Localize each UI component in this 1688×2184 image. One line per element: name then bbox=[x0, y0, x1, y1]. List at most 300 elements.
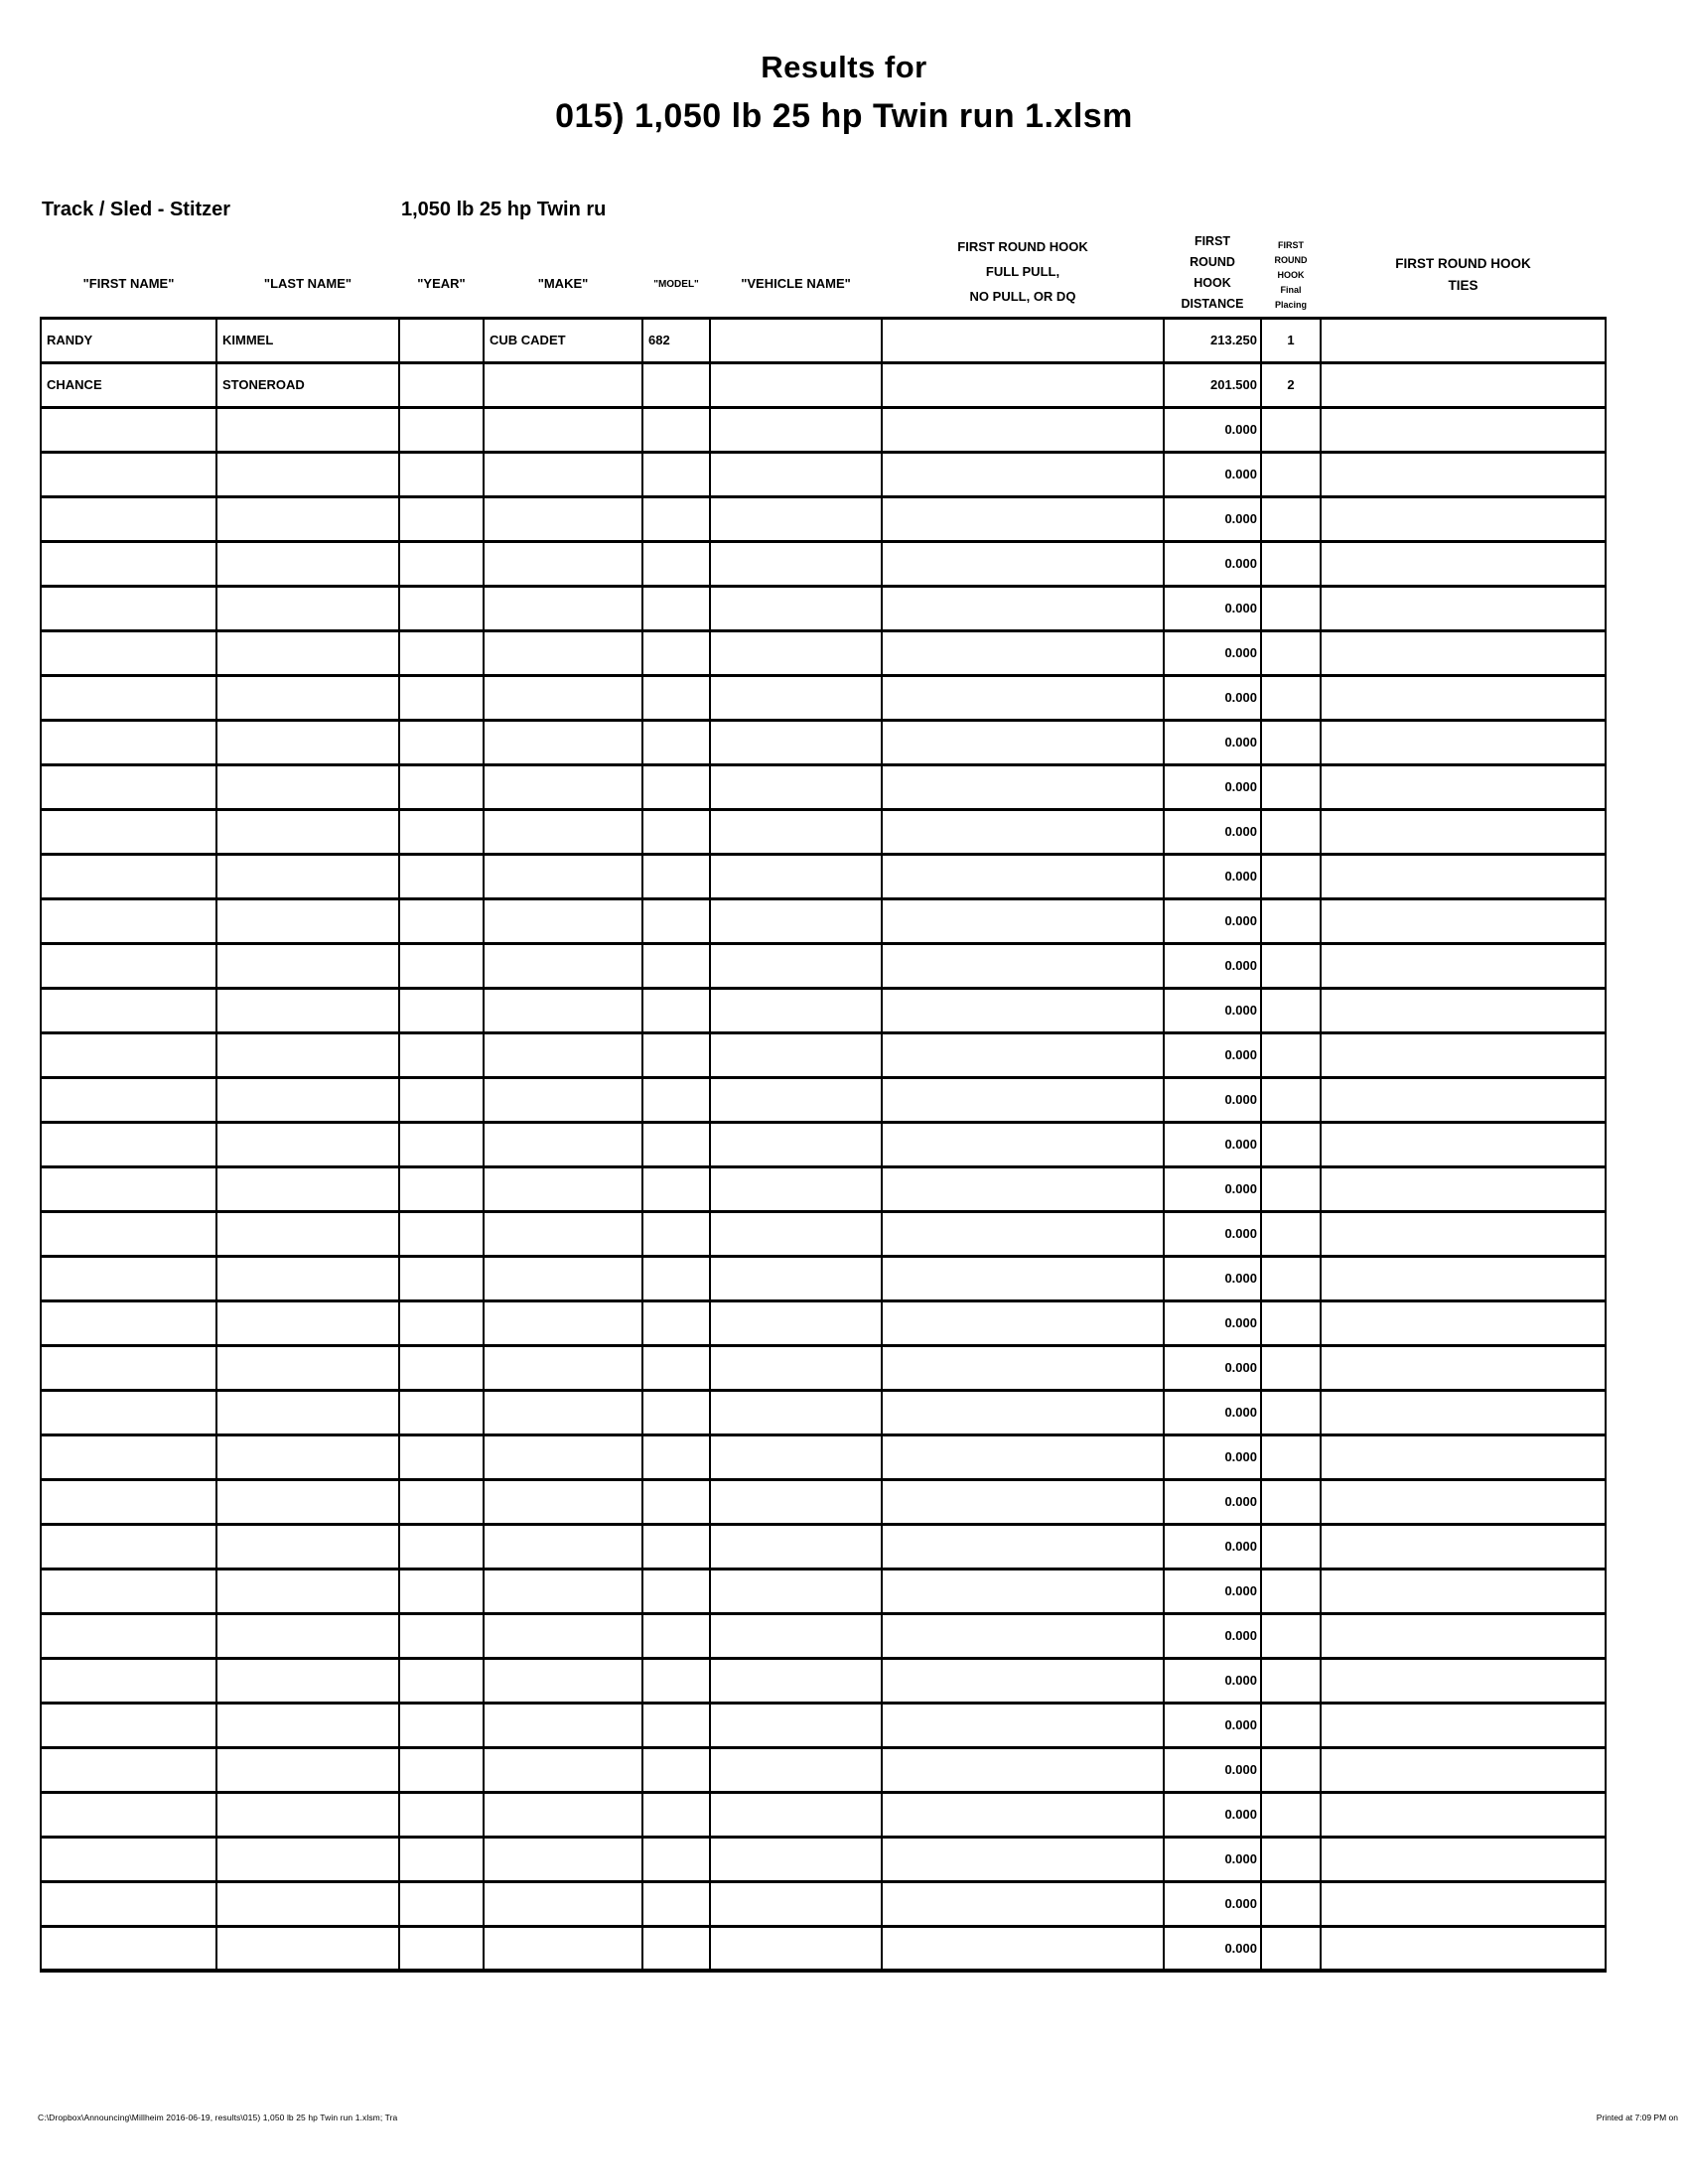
cell-ties bbox=[1321, 943, 1606, 988]
table-row bbox=[41, 1703, 1606, 1747]
cell-model bbox=[642, 1390, 710, 1434]
table-row bbox=[41, 1032, 1606, 1077]
cell-make bbox=[484, 1077, 642, 1122]
header-line: HOOK bbox=[1277, 269, 1305, 280]
cell-full-pull-result bbox=[882, 1345, 1164, 1390]
cell-ties bbox=[1321, 407, 1606, 452]
cell-ties bbox=[1321, 318, 1606, 362]
cell-vehicle-name bbox=[710, 496, 882, 541]
cell-hook-distance: 0.000 bbox=[1164, 1569, 1261, 1613]
results-table-body bbox=[41, 318, 1606, 1971]
cell-model bbox=[642, 1792, 710, 1837]
cell-last-name bbox=[216, 1345, 399, 1390]
table-row bbox=[41, 1926, 1606, 1971]
cell-full-pull-result bbox=[882, 809, 1164, 854]
header-first-name: "FIRST NAME" bbox=[82, 275, 175, 291]
cell-ties bbox=[1321, 1792, 1606, 1837]
cell-last-name bbox=[216, 541, 399, 586]
cell-year bbox=[399, 496, 484, 541]
cell-final-placing bbox=[1261, 1926, 1321, 1971]
cell-last-name bbox=[216, 898, 399, 943]
cell-make bbox=[484, 809, 642, 854]
cell-year bbox=[399, 1122, 484, 1166]
cell-full-pull-result bbox=[882, 675, 1164, 720]
header-line: FULL PULL, bbox=[985, 263, 1060, 279]
cell-ties bbox=[1321, 452, 1606, 496]
cell-model bbox=[642, 1122, 710, 1166]
cell-model bbox=[642, 496, 710, 541]
header-first-round-hook-distance bbox=[1164, 228, 1261, 318]
cell-make bbox=[484, 1390, 642, 1434]
cell-vehicle-name bbox=[710, 1881, 882, 1926]
cell-first-name: RANDY bbox=[41, 318, 216, 362]
table-row bbox=[41, 1658, 1606, 1703]
cell-final-placing bbox=[1261, 1524, 1321, 1569]
header-line: FIRST ROUND HOOK bbox=[957, 238, 1088, 254]
cell-vehicle-name bbox=[710, 318, 882, 362]
cell-final-placing bbox=[1261, 1613, 1321, 1658]
header-line: ROUND bbox=[1190, 254, 1235, 269]
cell-vehicle-name bbox=[710, 452, 882, 496]
cell-first-name bbox=[41, 675, 216, 720]
cell-year bbox=[399, 362, 484, 407]
table-row bbox=[41, 1122, 1606, 1166]
cell-model bbox=[642, 898, 710, 943]
cell-vehicle-name bbox=[710, 1166, 882, 1211]
cell-full-pull-result bbox=[882, 1881, 1164, 1926]
header-line: TIES bbox=[1448, 277, 1478, 293]
cell-vehicle-name bbox=[710, 1122, 882, 1166]
cell-hook-distance: 0.000 bbox=[1164, 898, 1261, 943]
cell-hook-distance: 0.000 bbox=[1164, 1345, 1261, 1390]
cell-last-name bbox=[216, 1837, 399, 1881]
cell-full-pull-result bbox=[882, 1256, 1164, 1300]
header-line: NO PULL, OR DQ bbox=[969, 288, 1076, 304]
table-row bbox=[41, 452, 1606, 496]
cell-hook-distance: 213.250 bbox=[1164, 318, 1261, 362]
cell-full-pull-result bbox=[882, 988, 1164, 1032]
table-row bbox=[41, 764, 1606, 809]
cell-model bbox=[642, 1703, 710, 1747]
cell-year bbox=[399, 1390, 484, 1434]
cell-full-pull-result bbox=[882, 1434, 1164, 1479]
header-first-round-hook-ties bbox=[1321, 228, 1606, 318]
cell-full-pull-result bbox=[882, 1032, 1164, 1077]
cell-last-name bbox=[216, 943, 399, 988]
cell-vehicle-name bbox=[710, 943, 882, 988]
cell-full-pull-result bbox=[882, 1926, 1164, 1971]
cell-make bbox=[484, 1837, 642, 1881]
cell-full-pull-result bbox=[882, 1077, 1164, 1122]
cell-vehicle-name bbox=[710, 809, 882, 854]
cell-first-name bbox=[41, 898, 216, 943]
cell-final-placing bbox=[1261, 809, 1321, 854]
cell-full-pull-result bbox=[882, 1524, 1164, 1569]
cell-make bbox=[484, 586, 642, 630]
cell-make bbox=[484, 675, 642, 720]
table-row bbox=[41, 1077, 1606, 1122]
table-row bbox=[41, 1256, 1606, 1300]
cell-last-name bbox=[216, 988, 399, 1032]
cell-hook-distance: 0.000 bbox=[1164, 1747, 1261, 1792]
cell-first-name bbox=[41, 720, 216, 764]
cell-vehicle-name bbox=[710, 541, 882, 586]
cell-full-pull-result bbox=[882, 1390, 1164, 1434]
cell-vehicle-name bbox=[710, 1256, 882, 1300]
cell-year bbox=[399, 1881, 484, 1926]
meta-row bbox=[40, 199, 1605, 224]
cell-make bbox=[484, 541, 642, 586]
cell-full-pull-result bbox=[882, 1166, 1164, 1211]
cell-final-placing bbox=[1261, 854, 1321, 898]
cell-vehicle-name bbox=[710, 1390, 882, 1434]
cell-hook-distance: 0.000 bbox=[1164, 1166, 1261, 1211]
page-title: Results for bbox=[761, 50, 927, 84]
cell-hook-distance: 0.000 bbox=[1164, 1032, 1261, 1077]
cell-hook-distance: 0.000 bbox=[1164, 1792, 1261, 1837]
cell-ties bbox=[1321, 720, 1606, 764]
cell-full-pull-result bbox=[882, 943, 1164, 988]
cell-hook-distance: 0.000 bbox=[1164, 407, 1261, 452]
cell-model bbox=[642, 1479, 710, 1524]
cell-last-name bbox=[216, 1524, 399, 1569]
cell-make bbox=[484, 720, 642, 764]
cell-make bbox=[484, 1703, 642, 1747]
table-row bbox=[41, 1569, 1606, 1613]
cell-last-name bbox=[216, 452, 399, 496]
table-row bbox=[41, 1390, 1606, 1434]
cell-vehicle-name bbox=[710, 1792, 882, 1837]
cell-year bbox=[399, 1792, 484, 1837]
cell-year bbox=[399, 1032, 484, 1077]
cell-final-placing bbox=[1261, 1434, 1321, 1479]
table-row bbox=[41, 407, 1606, 452]
cell-last-name bbox=[216, 1166, 399, 1211]
cell-full-pull-result bbox=[882, 452, 1164, 496]
cell-full-pull-result bbox=[882, 1747, 1164, 1792]
cell-model bbox=[642, 1211, 710, 1256]
cell-year bbox=[399, 1256, 484, 1300]
cell-first-name bbox=[41, 1613, 216, 1658]
cell-model bbox=[642, 452, 710, 496]
cell-model bbox=[642, 764, 710, 809]
cell-hook-distance: 0.000 bbox=[1164, 630, 1261, 675]
cell-ties bbox=[1321, 1390, 1606, 1434]
cell-first-name bbox=[41, 1077, 216, 1122]
cell-year bbox=[399, 1077, 484, 1122]
cell-vehicle-name bbox=[710, 675, 882, 720]
cell-make bbox=[484, 630, 642, 675]
table-row bbox=[41, 362, 1606, 407]
cell-last-name bbox=[216, 586, 399, 630]
table-row bbox=[41, 1837, 1606, 1881]
cell-final-placing bbox=[1261, 407, 1321, 452]
cell-hook-distance: 0.000 bbox=[1164, 1390, 1261, 1434]
cell-last-name bbox=[216, 854, 399, 898]
cell-hook-distance: 0.000 bbox=[1164, 586, 1261, 630]
cell-final-placing: 1 bbox=[1261, 318, 1321, 362]
table-row bbox=[41, 1792, 1606, 1837]
cell-hook-distance: 0.000 bbox=[1164, 1300, 1261, 1345]
cell-make bbox=[484, 1122, 642, 1166]
cell-make bbox=[484, 854, 642, 898]
page-subtitle-filename: 015) 1,050 lb 25 hp Twin run 1.xlsm bbox=[555, 97, 1133, 135]
cell-year bbox=[399, 1837, 484, 1881]
table-row bbox=[41, 1881, 1606, 1926]
cell-hook-distance: 0.000 bbox=[1164, 452, 1261, 496]
cell-ties bbox=[1321, 586, 1606, 630]
cell-year bbox=[399, 675, 484, 720]
cell-model bbox=[642, 1658, 710, 1703]
cell-ties bbox=[1321, 1077, 1606, 1122]
cell-first-name bbox=[41, 496, 216, 541]
cell-model bbox=[642, 1747, 710, 1792]
cell-final-placing bbox=[1261, 1747, 1321, 1792]
cell-final-placing bbox=[1261, 1077, 1321, 1122]
cell-last-name bbox=[216, 1613, 399, 1658]
cell-full-pull-result bbox=[882, 898, 1164, 943]
cell-final-placing bbox=[1261, 1479, 1321, 1524]
cell-vehicle-name bbox=[710, 586, 882, 630]
cell-full-pull-result bbox=[882, 630, 1164, 675]
cell-ties bbox=[1321, 1524, 1606, 1569]
cell-last-name bbox=[216, 1479, 399, 1524]
cell-last-name bbox=[216, 1703, 399, 1747]
cell-full-pull-result bbox=[882, 541, 1164, 586]
table-row bbox=[41, 1524, 1606, 1569]
cell-full-pull-result bbox=[882, 1837, 1164, 1881]
cell-make bbox=[484, 1658, 642, 1703]
cell-final-placing bbox=[1261, 988, 1321, 1032]
cell-hook-distance: 201.500 bbox=[1164, 362, 1261, 407]
cell-first-name bbox=[41, 943, 216, 988]
cell-hook-distance: 0.000 bbox=[1164, 809, 1261, 854]
cell-year bbox=[399, 764, 484, 809]
cell-model bbox=[642, 1032, 710, 1077]
cell-hook-distance: 0.000 bbox=[1164, 1077, 1261, 1122]
cell-full-pull-result bbox=[882, 1792, 1164, 1837]
cell-vehicle-name bbox=[710, 1658, 882, 1703]
cell-hook-distance: 0.000 bbox=[1164, 1837, 1261, 1881]
cell-year bbox=[399, 1345, 484, 1390]
cell-final-placing bbox=[1261, 1792, 1321, 1837]
cell-ties bbox=[1321, 1479, 1606, 1524]
cell-model bbox=[642, 630, 710, 675]
cell-hook-distance: 0.000 bbox=[1164, 1926, 1261, 1971]
track-sled-label: Track / Sled - Stitzer bbox=[42, 199, 231, 220]
cell-full-pull-result bbox=[882, 1658, 1164, 1703]
cell-hook-distance: 0.000 bbox=[1164, 1703, 1261, 1747]
cell-make bbox=[484, 362, 642, 407]
cell-ties bbox=[1321, 1747, 1606, 1792]
cell-make bbox=[484, 1479, 642, 1524]
cell-hook-distance: 0.000 bbox=[1164, 541, 1261, 586]
cell-last-name bbox=[216, 1300, 399, 1345]
cell-year bbox=[399, 1524, 484, 1569]
cell-make bbox=[484, 452, 642, 496]
cell-first-name bbox=[41, 452, 216, 496]
cell-vehicle-name bbox=[710, 988, 882, 1032]
cell-vehicle-name bbox=[710, 1747, 882, 1792]
table-row bbox=[41, 496, 1606, 541]
cell-final-placing bbox=[1261, 764, 1321, 809]
cell-ties bbox=[1321, 1166, 1606, 1211]
cell-vehicle-name bbox=[710, 764, 882, 809]
cell-model bbox=[642, 1837, 710, 1881]
cell-year bbox=[399, 1658, 484, 1703]
cell-make bbox=[484, 1613, 642, 1658]
cell-full-pull-result bbox=[882, 1122, 1164, 1166]
cell-first-name bbox=[41, 1881, 216, 1926]
cell-vehicle-name bbox=[710, 898, 882, 943]
cell-model bbox=[642, 541, 710, 586]
cell-make bbox=[484, 1926, 642, 1971]
header-first-round-hook-result bbox=[882, 228, 1164, 318]
cell-last-name: KIMMEL bbox=[216, 318, 399, 362]
cell-hook-distance: 0.000 bbox=[1164, 1434, 1261, 1479]
cell-first-name bbox=[41, 1479, 216, 1524]
cell-hook-distance: 0.000 bbox=[1164, 675, 1261, 720]
cell-full-pull-result bbox=[882, 720, 1164, 764]
cell-ties bbox=[1321, 854, 1606, 898]
cell-final-placing bbox=[1261, 452, 1321, 496]
cell-ties bbox=[1321, 764, 1606, 809]
header-line: HOOK bbox=[1194, 275, 1231, 290]
cell-first-name bbox=[41, 1569, 216, 1613]
cell-model bbox=[642, 809, 710, 854]
cell-model bbox=[642, 675, 710, 720]
cell-first-name bbox=[41, 764, 216, 809]
cell-full-pull-result bbox=[882, 586, 1164, 630]
header-make: "MAKE" bbox=[537, 275, 589, 291]
results-table-header bbox=[41, 228, 1606, 318]
cell-first-name bbox=[41, 1211, 216, 1256]
cell-full-pull-result bbox=[882, 407, 1164, 452]
table-row bbox=[41, 1479, 1606, 1524]
cell-vehicle-name bbox=[710, 1300, 882, 1345]
cell-first-name: CHANCE bbox=[41, 362, 216, 407]
cell-vehicle-name bbox=[710, 1613, 882, 1658]
cell-last-name bbox=[216, 1434, 399, 1479]
cell-ties bbox=[1321, 1211, 1606, 1256]
cell-make bbox=[484, 1300, 642, 1345]
table-row bbox=[41, 1613, 1606, 1658]
cell-year bbox=[399, 720, 484, 764]
cell-make bbox=[484, 1211, 642, 1256]
cell-ties bbox=[1321, 1837, 1606, 1881]
cell-first-name bbox=[41, 1703, 216, 1747]
cell-first-name bbox=[41, 1345, 216, 1390]
cell-ties bbox=[1321, 1613, 1606, 1658]
cell-vehicle-name bbox=[710, 1345, 882, 1390]
cell-last-name bbox=[216, 496, 399, 541]
cell-vehicle-name bbox=[710, 407, 882, 452]
cell-first-name bbox=[41, 1658, 216, 1703]
cell-vehicle-name bbox=[710, 1569, 882, 1613]
cell-last-name bbox=[216, 407, 399, 452]
cell-ties bbox=[1321, 898, 1606, 943]
cell-first-name bbox=[41, 1256, 216, 1300]
cell-ties bbox=[1321, 1569, 1606, 1613]
cell-model bbox=[642, 407, 710, 452]
cell-ties bbox=[1321, 541, 1606, 586]
cell-hook-distance: 0.000 bbox=[1164, 1479, 1261, 1524]
cell-ties bbox=[1321, 1658, 1606, 1703]
cell-first-name bbox=[41, 854, 216, 898]
cell-ties bbox=[1321, 1122, 1606, 1166]
cell-hook-distance: 0.000 bbox=[1164, 764, 1261, 809]
cell-last-name: STONEROAD bbox=[216, 362, 399, 407]
cell-model bbox=[642, 854, 710, 898]
cell-ties bbox=[1321, 1926, 1606, 1971]
cell-last-name bbox=[216, 630, 399, 675]
cell-ties bbox=[1321, 675, 1606, 720]
cell-first-name bbox=[41, 1300, 216, 1345]
cell-final-placing bbox=[1261, 1256, 1321, 1300]
header-line: ROUND bbox=[1274, 254, 1308, 265]
cell-ties bbox=[1321, 1032, 1606, 1077]
results-table bbox=[40, 228, 1607, 1973]
cell-hook-distance: 0.000 bbox=[1164, 854, 1261, 898]
cell-make bbox=[484, 1256, 642, 1300]
cell-hook-distance: 0.000 bbox=[1164, 988, 1261, 1032]
cell-year bbox=[399, 586, 484, 630]
header-line: Placing bbox=[1274, 299, 1307, 310]
cell-hook-distance: 0.000 bbox=[1164, 1658, 1261, 1703]
cell-final-placing bbox=[1261, 1122, 1321, 1166]
cell-first-name bbox=[41, 1434, 216, 1479]
cell-model: 682 bbox=[642, 318, 710, 362]
cell-full-pull-result bbox=[882, 1211, 1164, 1256]
cell-full-pull-result bbox=[882, 496, 1164, 541]
cell-ties bbox=[1321, 1881, 1606, 1926]
cell-vehicle-name bbox=[710, 1479, 882, 1524]
cell-make bbox=[484, 1524, 642, 1569]
cell-ties bbox=[1321, 496, 1606, 541]
cell-year bbox=[399, 1479, 484, 1524]
cell-hook-distance: 0.000 bbox=[1164, 1211, 1261, 1256]
cell-make bbox=[484, 764, 642, 809]
cell-final-placing bbox=[1261, 1390, 1321, 1434]
cell-ties bbox=[1321, 1300, 1606, 1345]
cell-vehicle-name bbox=[710, 1926, 882, 1971]
header-line: FIRST ROUND HOOK bbox=[1395, 255, 1531, 271]
cell-vehicle-name bbox=[710, 630, 882, 675]
cell-year bbox=[399, 630, 484, 675]
cell-first-name bbox=[41, 988, 216, 1032]
cell-model bbox=[642, 1300, 710, 1345]
cell-hook-distance: 0.000 bbox=[1164, 1256, 1261, 1300]
cell-final-placing bbox=[1261, 1703, 1321, 1747]
cell-model bbox=[642, 1434, 710, 1479]
cell-year bbox=[399, 854, 484, 898]
cell-first-name bbox=[41, 1122, 216, 1166]
cell-year bbox=[399, 452, 484, 496]
cell-make bbox=[484, 1434, 642, 1479]
header-last-name: "LAST NAME" bbox=[263, 275, 352, 291]
cell-final-placing: 2 bbox=[1261, 362, 1321, 407]
cell-year bbox=[399, 898, 484, 943]
table-row bbox=[41, 1300, 1606, 1345]
cell-final-placing bbox=[1261, 586, 1321, 630]
cell-make bbox=[484, 943, 642, 988]
table-row bbox=[41, 988, 1606, 1032]
table-row bbox=[41, 809, 1606, 854]
table-row bbox=[41, 1747, 1606, 1792]
cell-final-placing bbox=[1261, 1345, 1321, 1390]
class-name-label: 1,050 lb 25 hp Twin ru bbox=[401, 199, 607, 220]
cell-year bbox=[399, 809, 484, 854]
